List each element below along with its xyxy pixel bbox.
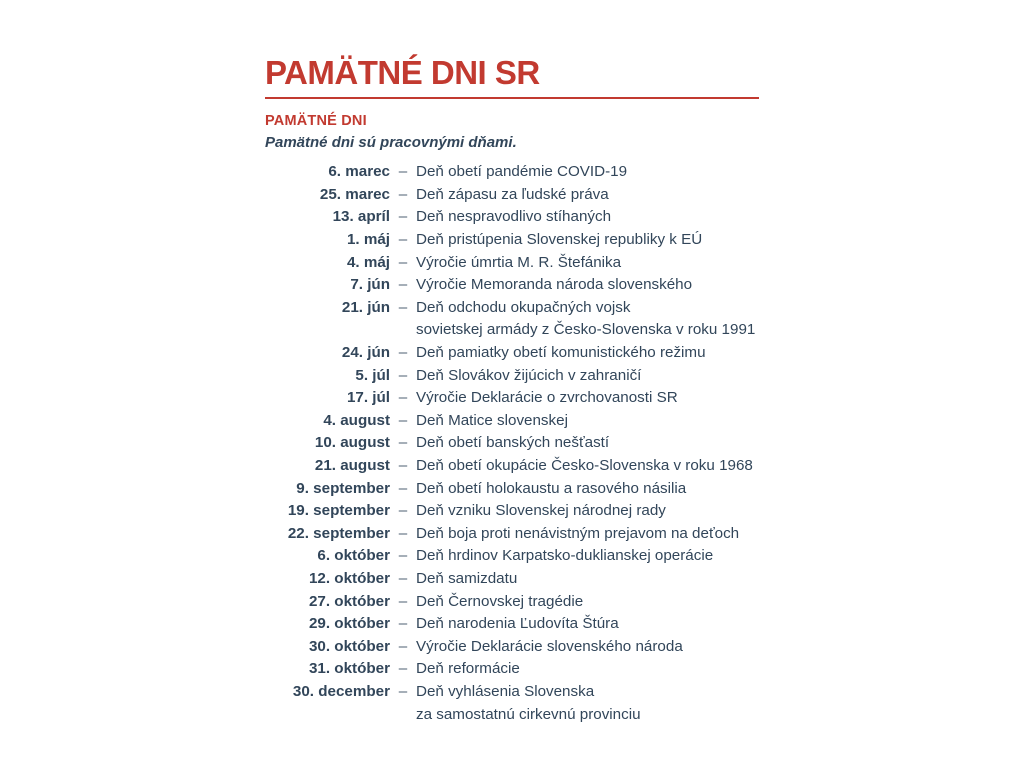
dash-separator: – — [398, 389, 408, 407]
description — [416, 410, 759, 433]
dash-separator: – — [398, 524, 408, 542]
description — [416, 387, 759, 410]
description-line: Deň obetí banských nešťastí — [416, 434, 610, 452]
date-label: 12. október — [308, 569, 390, 587]
list-item — [265, 274, 759, 297]
list-item — [265, 206, 759, 229]
description — [416, 432, 759, 455]
description — [416, 252, 759, 275]
document-page — [265, 55, 759, 726]
description-line: Výročie Deklarácie slovenského národa — [416, 637, 683, 655]
dash-separator: – — [398, 637, 408, 655]
date-label: 31. október — [308, 660, 390, 678]
dash-separator: – — [398, 253, 408, 271]
date-label: 19. september — [287, 502, 390, 520]
dash-separator: – — [398, 479, 408, 497]
date-label: 21. august — [314, 457, 390, 475]
description — [416, 184, 759, 207]
dash-separator: – — [398, 208, 408, 226]
list-item — [265, 387, 759, 410]
date-label: 4. máj — [346, 253, 390, 271]
description-line: Deň Matice slovenskej — [416, 411, 568, 429]
dash-separator: – — [398, 547, 408, 565]
date-label: 22. september — [287, 524, 390, 542]
description-line: Deň narodenia Ľudovíta Štúra — [416, 615, 619, 633]
date-label: 6. október — [317, 547, 390, 565]
list-item — [265, 658, 759, 681]
description-line: Deň odchodu okupačných vojsk — [416, 298, 631, 316]
date-label: 21. jún — [341, 298, 390, 316]
list-item — [265, 184, 759, 207]
list-item — [265, 229, 759, 252]
description-line: Deň zápasu za ľudské práva — [416, 185, 609, 203]
dash-separator: – — [398, 344, 408, 362]
description-line: Deň reformácie — [416, 660, 520, 678]
description-line: Deň vyhlásenia Slovenska — [416, 682, 595, 700]
list-item — [265, 500, 759, 523]
description-line: Deň Slovákov žijúcich v zahraničí — [416, 366, 642, 384]
date-label: 17. júl — [346, 389, 390, 407]
description — [416, 658, 759, 681]
description — [416, 161, 759, 184]
dash-separator: – — [398, 615, 408, 633]
dash-separator: – — [398, 231, 408, 249]
date-label: 25. marec — [319, 185, 390, 203]
description-line: Výročie úmrtia M. R. Štefánika — [416, 253, 622, 271]
description — [416, 455, 759, 478]
date-label: 10. august — [314, 434, 390, 452]
date-label: 1. máj — [346, 231, 390, 249]
dash-separator: – — [398, 457, 408, 475]
description — [416, 681, 759, 726]
list-item — [265, 478, 759, 501]
list-item — [265, 613, 759, 636]
page-title: PAMÄTNÉ DNI SR — [265, 54, 540, 91]
description — [416, 568, 759, 591]
list-item — [265, 591, 759, 614]
description — [416, 500, 759, 523]
dash-separator: – — [398, 592, 408, 610]
description — [416, 274, 759, 297]
list-item — [265, 252, 759, 275]
date-label: 24. jún — [341, 344, 390, 362]
description — [416, 229, 759, 252]
description — [416, 523, 759, 546]
date-label: 13. apríl — [332, 208, 390, 226]
dash-separator: – — [398, 411, 408, 429]
description-line: Deň pristúpenia Slovenskej republiky k EÚ — [416, 231, 703, 249]
list-item — [265, 545, 759, 568]
list-item — [265, 342, 759, 365]
description-line: Deň obetí holokaustu a rasového násilia — [416, 479, 687, 497]
description — [416, 591, 759, 614]
date-label: 29. október — [308, 615, 390, 633]
date-label: 9. september — [296, 479, 390, 497]
description-line: sovietskej armády z Česko-Slovenska v roku 1991 — [416, 321, 756, 339]
description-line: Deň obetí okupácie Česko-Slovenska v roku 1968 — [416, 457, 753, 475]
dash-separator: – — [398, 682, 408, 700]
list-item — [265, 365, 759, 388]
date-label: 6. marec — [328, 163, 390, 181]
description-line: Deň Černovskej tragédie — [416, 592, 584, 610]
description-line: Deň boja proti nenávistným prejavom na deťoch — [416, 524, 740, 542]
list-item — [265, 432, 759, 455]
memorial-days-list — [265, 161, 759, 726]
description-line: Výročie Deklarácie o zvrchovanosti SR — [416, 389, 678, 407]
date-label: 4. august — [323, 411, 390, 429]
description — [416, 478, 759, 501]
dash-separator: – — [398, 660, 408, 678]
list-item — [265, 455, 759, 478]
description-line: Deň samizdatu — [416, 569, 518, 587]
list-item — [265, 681, 759, 726]
list-item — [265, 297, 759, 342]
dash-separator: – — [398, 569, 408, 587]
section-heading: PAMÄTNÉ DNI — [265, 113, 367, 130]
dash-separator: – — [398, 298, 408, 316]
note-text: Pamätné dni sú pracovnými dňami. — [265, 134, 517, 152]
description — [416, 545, 759, 568]
list-item — [265, 523, 759, 546]
description — [416, 297, 759, 342]
list-item — [265, 636, 759, 659]
description — [416, 365, 759, 388]
description-line: Deň hrdinov Karpatsko-duklianskej operácie — [416, 547, 714, 565]
date-label: 5. júl — [355, 366, 390, 384]
description-line: Výročie Memoranda národa slovenského — [416, 276, 693, 294]
list-item — [265, 568, 759, 591]
description-line: Deň obetí pandémie COVID-19 — [416, 163, 628, 181]
title-underline — [265, 97, 759, 99]
date-label: 30. december — [292, 682, 390, 700]
description-line: za samostatnú cirkevnú provinciu — [416, 705, 641, 723]
date-label: 7. jún — [350, 276, 390, 294]
description — [416, 613, 759, 636]
list-item — [265, 161, 759, 184]
date-label: 30. október — [308, 637, 390, 655]
description — [416, 206, 759, 229]
dash-separator: – — [398, 276, 408, 294]
description-line: Deň pamiatky obetí komunistického režimu — [416, 344, 706, 362]
date-label: 27. október — [308, 592, 390, 610]
description — [416, 636, 759, 659]
description-line: Deň vzniku Slovenskej národnej rady — [416, 502, 666, 520]
description-line: Deň nespravodlivo stíhaných — [416, 208, 612, 226]
dash-separator: – — [398, 502, 408, 520]
description — [416, 342, 759, 365]
dash-separator: – — [398, 185, 408, 203]
dash-separator: – — [398, 163, 408, 181]
dash-separator: – — [398, 366, 408, 384]
dash-separator: – — [398, 434, 408, 452]
list-item — [265, 410, 759, 433]
